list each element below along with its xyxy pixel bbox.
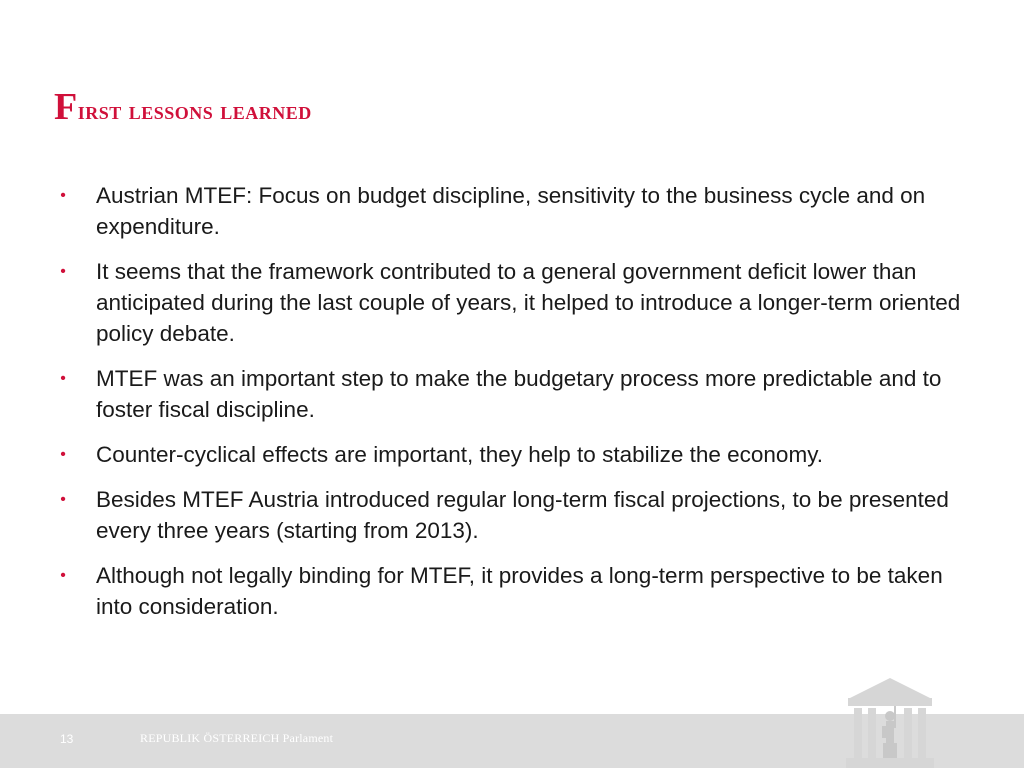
bullet-text-5: Besides MTEF Austria introduced regular long-term fiscal projections, to be presented every three years (starting from 2013). (96, 487, 949, 543)
page-number: 13 (60, 732, 74, 746)
bullet-text-1: Austrian MTEF: Focus on budget discipline, sensitivity to the business cycle and on expenditure. (96, 183, 926, 239)
bullet-dot-icon: • (60, 491, 66, 508)
bullet-item-4 (56, 439, 966, 470)
bullet-dot-icon: • (60, 370, 66, 387)
bullet-item-2 (56, 256, 966, 349)
bullet-text-4: Counter-cyclical effects are important, they help to stabilize the economy. (96, 442, 824, 467)
bullet-item-6 (56, 560, 966, 622)
title-rest: irst lessons learned (77, 96, 312, 125)
bullet-text-3: MTEF was an important step to make the budgetary process more predictable and to foster fiscal discipline. (96, 366, 942, 422)
bullet-item-1 (56, 180, 966, 242)
parliament-building-icon (842, 668, 938, 768)
bullet-text-2: It seems that the framework contributed to a general government deficit lower than anticipated during the last couple of years, it helped to introduce a longer-term oriented policy debate. (96, 259, 961, 346)
bullet-dot-icon: • (60, 263, 66, 280)
bullet-item-3 (56, 363, 966, 425)
bullet-dot-icon: • (60, 446, 66, 463)
title-initial: F (54, 86, 78, 128)
bullet-item-5 (56, 484, 966, 546)
bullet-text-6: Although not legally binding for MTEF, it provides a long-term perspective to be taken into consideration. (96, 563, 943, 619)
bullet-dot-icon: • (60, 567, 66, 584)
bullet-list (56, 180, 966, 636)
bullet-dot-icon: • (60, 187, 66, 204)
page-title (54, 88, 312, 126)
footer-label: REPUBLIK ÖSTERREICH Parlament (140, 731, 334, 745)
